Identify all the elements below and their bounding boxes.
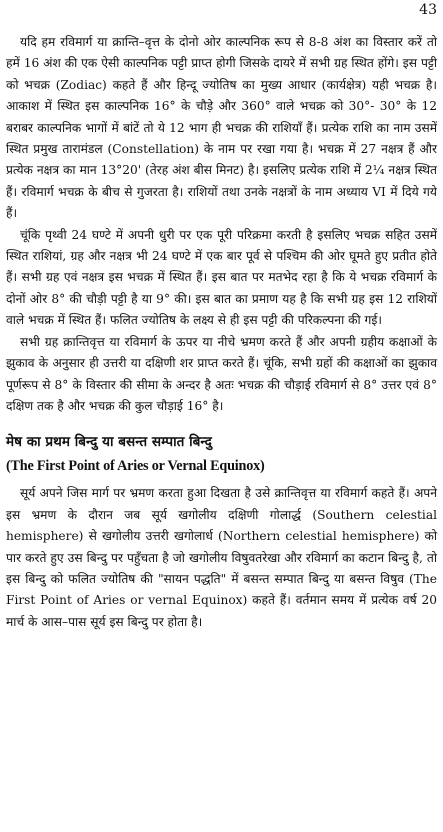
paragraph-rotation: चूंकि पृथ्वी 24 घण्टे में अपनी धुरी पर एक पूरी परिक्रमा करती है इसलिए भचक्र सहित उसमें स्थित राशियां, ग्रह और नक्षत्र भी 24 घण्टे में एक बार पूर्व से पश्चिम की ओर घूमते हुए प्रतीत होते हैं। सभी ग्रह एवं नक्षत्र इस भचक्र में स्थित हैं। इस बात पर मतभेद रहा है कि ये भचक्र रविमार्ग के दोनों ओर 8° की चौड़ी पट्टी है या 9° की। इस बात का प्रमाण यह है कि सभी ग्रह इस 12 राशियों वाले भचक्र में स्थित हैं। फलित ज्योतिष के लक्ष्य से ही इस पट्टी की परिकल्पना की गई।	[6, 227, 437, 328]
paragraph-zodiac: यदि हम रविमार्ग या क्रान्ति–वृत्त के दोनो ओर काल्पनिक रूप से 8-8 अंश का विस्तार करें तो हमें 16 अंश की एक ऐसी काल्पनिक पट्टी प्राप्त होगी जिसके दायरे में सभी ग्रह स्थित होंगे। इस पट्टी को भचक्र (Zodiac) कहते हैं और हिन्दू ज्योतिष का मुख्य आधार (कार्यक्षेत्र) यही भचक्र है। आकाश में स्थित इस काल्पनिक 16° के चौड़े और 360° वाले भचक्र को 30°- 30° के 12 बराबर काल्पनिक भागों में बांटें तो ये 12 भाग ही भचक्र की राशियाँ हैं। प्रत्येक राशि का नाम उसमें स्थित प्रमुख तारामंडल (Constellation) के नाम पर रखा गया है। भचक्र में 27 नक्षत्र हैं और प्रत्येक नक्षत्र का मान 13°20' (तेरह अंश बीस मिनट) है। इसलिए प्रत्येक राशि में 2¼ नक्षत्र स्थित हैं। रविमार्ग भचक्र के बीच से गुजरता है। राशियों तथा उनके नक्षत्रों के नाम अध्याय VI में दिये गये हैं।	[6, 35, 437, 221]
section-heading-hindi: मेष का प्रथम बिन्दु या बसन्त सम्पात बिन्दु	[6, 434, 212, 451]
paragraph-inclination: सभी ग्रह क्रान्तिवृत्त या रविमार्ग के ऊपर या नीचे भ्रमण करते हैं और अपनी ग्रहीय कक्षाओं के झुकाव के अनुसार ही उत्तरी या दक्षिणी शर प्राप्त करते हैं। चूंकि, सभी ग्रहों की कक्षाओं का झुकाव पूर्णरूप से 8° के विस्तार की सीमा के अन्दर है अतः भचक्र की चौड़ाई रविमार्ग से 8° उत्तर एवं 8° दक्षिण तक है और भचक्र की कुल चौड़ाई 16° है।	[6, 334, 437, 413]
paragraph-vernal-equinox: सूर्य अपने जिस मार्ग पर भ्रमण करता हुआ दिखता है उसे क्रान्तिवृत्त या रविमार्ग कहते हैं। अपने इस भ्रमण के दौरान जब सूर्य खगोलीय दक्षिणी गोलार्द्ध (Southern celestial hemisphere) से खगोलीय उत्तरी खगोलार्ध (Northern celestial hemisphere) को पार करते हुए उस बिन्दु पर पहुँचता है जो खगोलीय विषुवतरेखा और रविमार्ग का कटान बिन्दु है, तो इस बिन्दु को फलित ज्योतिष की "सायन पद्धति" में बसन्त सम्पात बिन्दु या बसन्त विषुव (The First Point of Aries or vernal Equinox) कहते हैं। वर्तमान समय में प्रत्येक वर्ष 20 मार्च के आस–पास सूर्य इस बिन्दु पर होता है।	[6, 486, 437, 629]
page-number: 43	[419, 2, 437, 18]
section-heading-english: (The First Point of Aries or Vernal Equinox)	[6, 458, 265, 475]
page-body	[6, 32, 437, 633]
